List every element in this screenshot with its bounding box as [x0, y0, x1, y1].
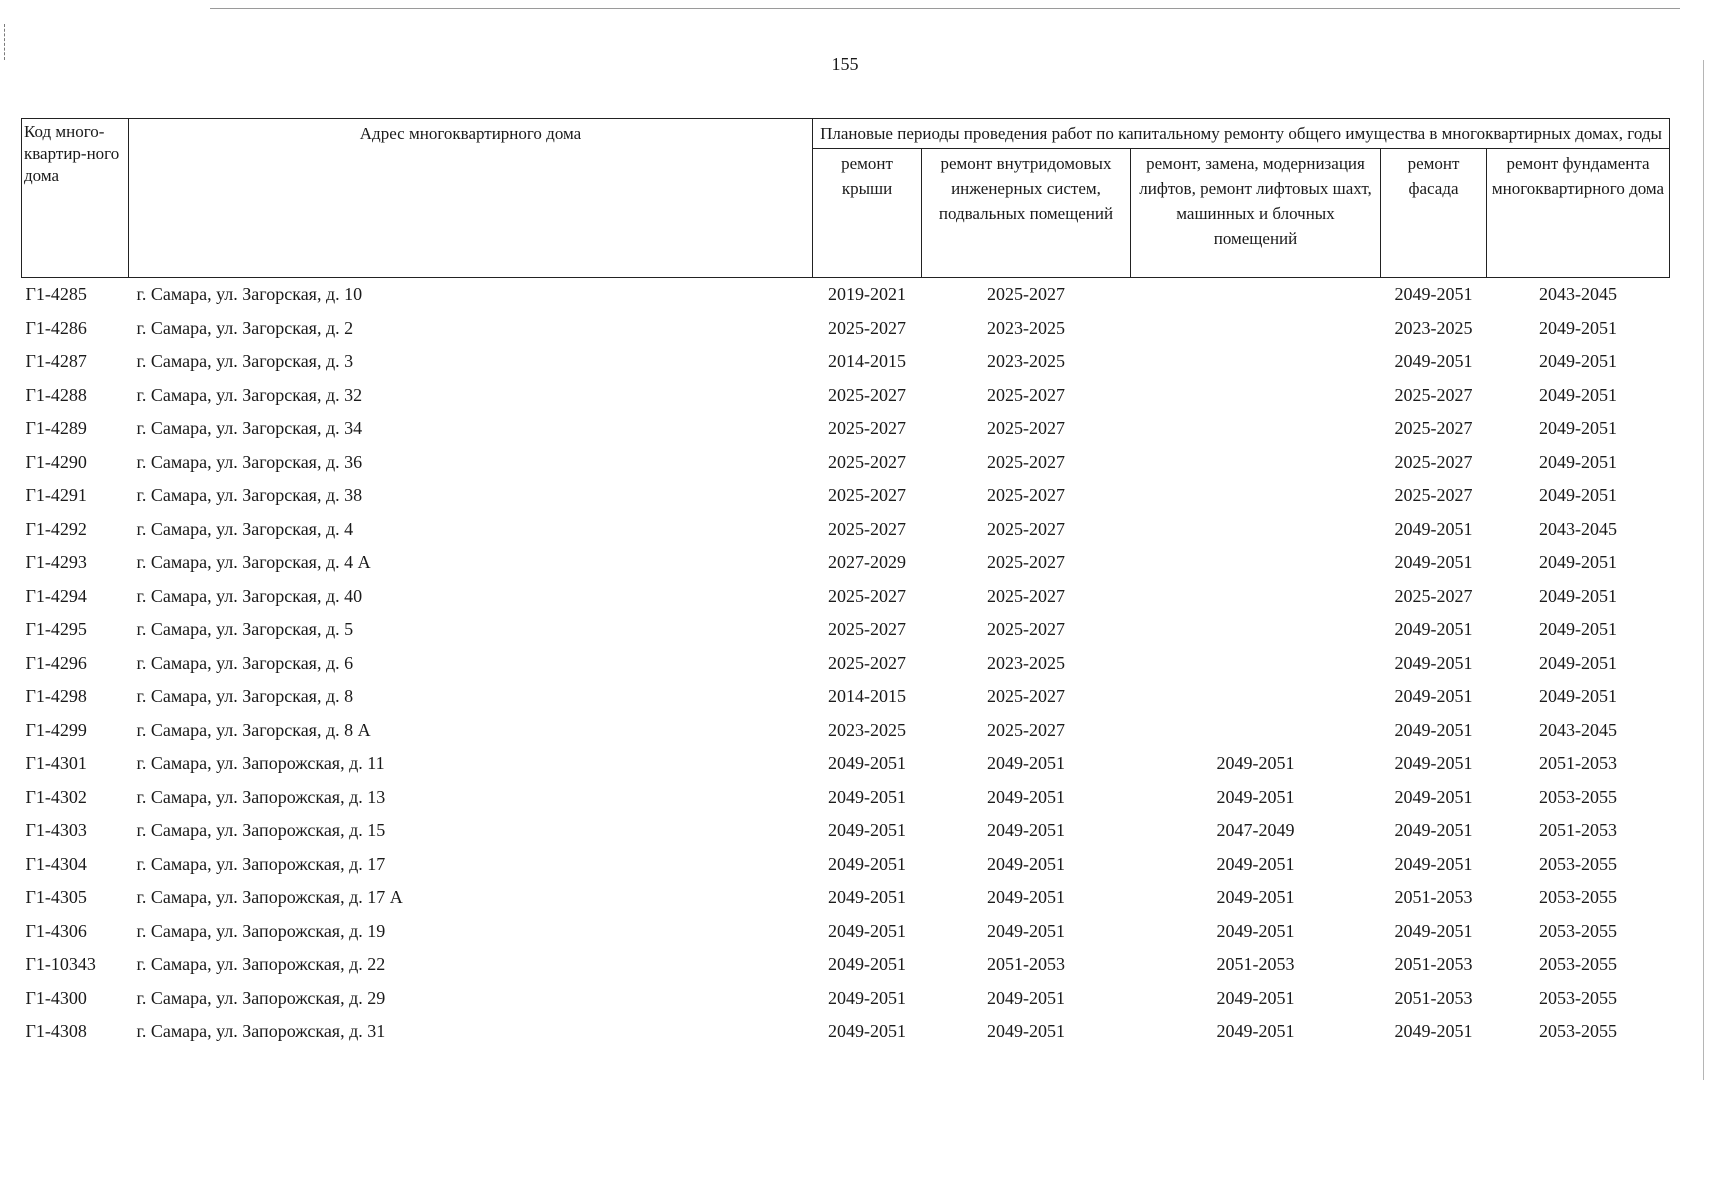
cell-foundation: 2051-2053	[1539, 820, 1617, 841]
cell-roof: 2049-2051	[828, 920, 906, 941]
cell-elevators: 2049-2051	[1216, 753, 1295, 774]
cell-facade: 2049-2051	[1394, 719, 1473, 740]
cell-elevators	[1131, 345, 1381, 379]
cell-code: Г1-10343	[25, 954, 96, 975]
cell-address: г. Самара, ул. Запорожская, д. 15	[136, 820, 386, 841]
cell-code: Г1-4306	[25, 920, 87, 941]
cell-code: Г1-4296	[25, 652, 87, 673]
cell-code: Г1-4304	[25, 853, 87, 874]
cell-facade: 2051-2053	[1394, 887, 1473, 908]
table-row	[22, 379, 1670, 413]
cell-foundation: 2049-2051	[1539, 619, 1617, 640]
cell-facade: 2049-2051	[1394, 1021, 1473, 1042]
cell-systems: 2049-2051	[987, 887, 1065, 908]
cell-facade: 2025-2027	[1394, 418, 1473, 439]
table-row	[22, 680, 1670, 714]
cell-roof: 2049-2051	[828, 786, 906, 807]
cell-code: Г1-4308	[25, 1021, 87, 1042]
cell-address: г. Самара, ул. Запорожская, д. 17 А	[136, 887, 403, 908]
cell-systems: 2049-2051	[987, 920, 1065, 941]
cell-elevators: 2049-2051	[1216, 987, 1295, 1008]
cell-foundation: 2053-2055	[1539, 987, 1617, 1008]
header-facade: ремонт фасада	[1381, 149, 1487, 278]
cell-roof: 2023-2025	[828, 719, 906, 740]
cell-foundation: 2049-2051	[1539, 451, 1617, 472]
cell-systems: 2051-2053	[987, 954, 1065, 975]
cell-roof: 2025-2027	[828, 418, 906, 439]
cell-roof: 2025-2027	[828, 317, 906, 338]
cell-facade: 2049-2051	[1394, 820, 1473, 841]
cell-systems: 2023-2025	[987, 317, 1065, 338]
cell-code: Г1-4285	[25, 284, 87, 305]
cell-address: г. Самара, ул. Запорожская, д. 19	[136, 920, 386, 941]
table-row	[22, 412, 1670, 446]
cell-foundation: 2051-2053	[1539, 753, 1617, 774]
cell-elevators	[1131, 446, 1381, 480]
cell-elevators	[1131, 546, 1381, 580]
cell-systems: 2049-2051	[987, 786, 1065, 807]
table-row	[22, 714, 1670, 748]
cell-code: Г1-4295	[25, 619, 87, 640]
cell-code: Г1-4302	[25, 786, 87, 807]
cell-facade: 2049-2051	[1394, 786, 1473, 807]
cell-address: г. Самара, ул. Запорожская, д. 29	[136, 987, 386, 1008]
cell-systems: 2049-2051	[987, 1021, 1065, 1042]
cell-foundation: 2049-2051	[1539, 652, 1617, 673]
cell-address: г. Самара, ул. Запорожская, д. 11	[136, 753, 385, 774]
cell-systems: 2025-2027	[987, 619, 1065, 640]
cell-elevators: 2051-2053	[1216, 954, 1295, 975]
cell-code: Г1-4293	[25, 552, 87, 573]
cell-roof: 2027-2029	[828, 552, 906, 573]
cell-foundation: 2049-2051	[1539, 351, 1617, 372]
cell-elevators	[1131, 278, 1381, 312]
table-row	[22, 479, 1670, 513]
cell-elevators	[1131, 312, 1381, 346]
cell-facade: 2049-2051	[1394, 552, 1473, 573]
cell-elevators: 2047-2049	[1216, 820, 1295, 841]
cell-address: г. Самара, ул. Загорская, д. 8 А	[136, 719, 371, 740]
cell-address: г. Самара, ул. Загорская, д. 4 А	[136, 552, 371, 573]
cell-elevators: 2049-2051	[1216, 853, 1295, 874]
table-row	[22, 747, 1670, 781]
cell-code: Г1-4301	[25, 753, 87, 774]
cell-address: г. Самара, ул. Запорожская, д. 17	[136, 853, 386, 874]
cell-code: Г1-4289	[25, 418, 87, 439]
cell-address: г. Самара, ул. Запорожская, д. 31	[136, 1021, 386, 1042]
header-elevators: ремонт, замена, модернизация лифтов, ремонт лифтовых шахт, машинных и блочных помещений	[1131, 149, 1381, 278]
table-row	[22, 781, 1670, 815]
table-body	[22, 278, 1670, 1049]
cell-code: Г1-4292	[25, 518, 87, 539]
cell-elevators	[1131, 714, 1381, 748]
capital-repair-table	[21, 118, 1670, 1049]
scan-edge-line-right	[1703, 60, 1704, 1080]
cell-roof: 2049-2051	[828, 954, 906, 975]
table-row	[22, 881, 1670, 915]
cell-facade: 2049-2051	[1394, 920, 1473, 941]
scan-edge-line	[210, 8, 1680, 9]
cell-systems: 2025-2027	[987, 686, 1065, 707]
cell-systems: 2025-2027	[987, 451, 1065, 472]
cell-foundation: 2049-2051	[1539, 485, 1617, 506]
table-row	[22, 446, 1670, 480]
cell-foundation: 2043-2045	[1539, 518, 1617, 539]
cell-facade: 2051-2053	[1394, 954, 1473, 975]
table-row	[22, 915, 1670, 949]
cell-roof: 2014-2015	[828, 686, 906, 707]
cell-facade: 2025-2027	[1394, 384, 1473, 405]
cell-facade: 2049-2051	[1394, 753, 1473, 774]
header-foundation: ремонт фундамента многоквартирного дома	[1487, 149, 1670, 278]
cell-elevators: 2049-2051	[1216, 920, 1295, 941]
cell-facade: 2025-2027	[1394, 585, 1473, 606]
cell-address: г. Самара, ул. Загорская, д. 2	[136, 317, 354, 338]
cell-code: Г1-4305	[25, 887, 87, 908]
cell-systems: 2025-2027	[987, 552, 1065, 573]
cell-address: г. Самара, ул. Загорская, д. 38	[136, 485, 363, 506]
cell-elevators	[1131, 580, 1381, 614]
cell-foundation: 2049-2051	[1539, 686, 1617, 707]
cell-roof: 2025-2027	[828, 451, 906, 472]
header-planned-periods: Плановые периоды проведения работ по капитальному ремонту общего имущества в многоквартирных домах, годы	[813, 119, 1670, 149]
cell-elevators	[1131, 379, 1381, 413]
cell-foundation: 2049-2051	[1539, 384, 1617, 405]
cell-roof: 2049-2051	[828, 753, 906, 774]
cell-address: г. Самара, ул. Запорожская, д. 13	[136, 786, 386, 807]
cell-systems: 2023-2025	[987, 652, 1065, 673]
cell-address: г. Самара, ул. Загорская, д. 40	[136, 585, 363, 606]
cell-systems: 2049-2051	[987, 820, 1065, 841]
cell-code: Г1-4303	[25, 820, 87, 841]
cell-systems: 2025-2027	[987, 485, 1065, 506]
cell-roof: 2049-2051	[828, 887, 906, 908]
cell-address: г. Самара, ул. Загорская, д. 8	[136, 686, 354, 707]
cell-systems: 2023-2025	[987, 351, 1065, 372]
table-row	[22, 613, 1670, 647]
cell-elevators	[1131, 479, 1381, 513]
cell-facade: 2049-2051	[1394, 686, 1473, 707]
cell-code: Г1-4290	[25, 451, 87, 472]
cell-code: Г1-4300	[25, 987, 87, 1008]
cell-code: Г1-4298	[25, 686, 87, 707]
cell-code: Г1-4287	[25, 351, 87, 372]
cell-address: г. Самара, ул. Загорская, д. 4	[136, 518, 354, 539]
cell-systems: 2025-2027	[987, 418, 1065, 439]
cell-elevators	[1131, 613, 1381, 647]
header-roof: ремонт крыши	[813, 149, 922, 278]
table-row	[22, 814, 1670, 848]
cell-address: г. Самара, ул. Загорская, д. 36	[136, 451, 363, 472]
cell-facade: 2025-2027	[1394, 451, 1473, 472]
cell-facade: 2025-2027	[1394, 485, 1473, 506]
cell-address: г. Самара, ул. Загорская, д. 34	[136, 418, 363, 439]
table-row	[22, 278, 1670, 312]
cell-roof: 2019-2021	[828, 284, 906, 305]
cell-foundation: 2053-2055	[1539, 887, 1617, 908]
cell-systems: 2049-2051	[987, 987, 1065, 1008]
cell-facade: 2049-2051	[1394, 652, 1473, 673]
cell-roof: 2025-2027	[828, 585, 906, 606]
cell-systems: 2025-2027	[987, 518, 1065, 539]
cell-roof: 2014-2015	[828, 351, 906, 372]
table-row	[22, 647, 1670, 681]
cell-foundation: 2053-2055	[1539, 920, 1617, 941]
header-systems: ремонт внутридомовых инженерных систем, подвальных помещений	[922, 149, 1131, 278]
cell-foundation: 2049-2051	[1539, 317, 1617, 338]
table-header	[22, 119, 1670, 278]
cell-roof: 2049-2051	[828, 987, 906, 1008]
cell-foundation: 2043-2045	[1539, 719, 1617, 740]
cell-code: Г1-4291	[25, 485, 87, 506]
cell-systems: 2025-2027	[987, 384, 1065, 405]
cell-systems: 2025-2027	[987, 585, 1065, 606]
table-row	[22, 513, 1670, 547]
cell-address: г. Самара, ул. Загорская, д. 32	[136, 384, 363, 405]
table-row	[22, 982, 1670, 1016]
cell-code: Г1-4286	[25, 317, 87, 338]
cell-address: г. Самара, ул. Загорская, д. 6	[136, 652, 354, 673]
cell-foundation: 2053-2055	[1539, 786, 1617, 807]
cell-elevators	[1131, 647, 1381, 681]
cell-systems: 2025-2027	[987, 284, 1065, 305]
cell-code: Г1-4288	[25, 384, 87, 405]
table-row	[22, 948, 1670, 982]
cell-facade: 2049-2051	[1394, 619, 1473, 640]
cell-foundation: 2043-2045	[1539, 284, 1617, 305]
header-address: Адрес многоквартирного дома	[129, 119, 813, 278]
cell-address: г. Самара, ул. Загорская, д. 10	[136, 284, 363, 305]
cell-roof: 2025-2027	[828, 384, 906, 405]
cell-elevators: 2049-2051	[1216, 887, 1295, 908]
cell-address: г. Самара, ул. Запорожская, д. 22	[136, 954, 386, 975]
cell-foundation: 2053-2055	[1539, 1021, 1617, 1042]
cell-foundation: 2053-2055	[1539, 954, 1617, 975]
page-number: 155	[831, 54, 859, 74]
cell-roof: 2025-2027	[828, 518, 906, 539]
cell-elevators: 2049-2051	[1216, 786, 1295, 807]
cell-foundation: 2049-2051	[1539, 552, 1617, 573]
cell-facade: 2049-2051	[1394, 518, 1473, 539]
scan-edge-mark	[4, 24, 8, 60]
cell-address: г. Самара, ул. Загорская, д. 5	[136, 619, 354, 640]
cell-code: Г1-4299	[25, 719, 87, 740]
cell-foundation: 2049-2051	[1539, 418, 1617, 439]
header-code: Код много-квартир-ного дома	[22, 119, 129, 278]
cell-elevators	[1131, 680, 1381, 714]
cell-elevators	[1131, 513, 1381, 547]
table-row	[22, 580, 1670, 614]
table-row	[22, 312, 1670, 346]
cell-facade: 2023-2025	[1394, 317, 1473, 338]
cell-facade: 2051-2053	[1394, 987, 1473, 1008]
cell-roof: 2049-2051	[828, 820, 906, 841]
cell-facade: 2049-2051	[1394, 853, 1473, 874]
table-row	[22, 345, 1670, 379]
cell-systems: 2049-2051	[987, 853, 1065, 874]
cell-facade: 2049-2051	[1394, 351, 1473, 372]
table-row	[22, 546, 1670, 580]
cell-systems: 2025-2027	[987, 719, 1065, 740]
cell-facade: 2049-2051	[1394, 284, 1473, 305]
cell-systems: 2049-2051	[987, 753, 1065, 774]
cell-elevators: 2049-2051	[1216, 1021, 1295, 1042]
cell-foundation: 2049-2051	[1539, 585, 1617, 606]
table-row	[22, 1015, 1670, 1049]
cell-code: Г1-4294	[25, 585, 87, 606]
cell-roof: 2025-2027	[828, 652, 906, 673]
cell-roof: 2025-2027	[828, 619, 906, 640]
cell-foundation: 2053-2055	[1539, 853, 1617, 874]
cell-roof: 2025-2027	[828, 485, 906, 506]
table-row	[22, 848, 1670, 882]
cell-roof: 2049-2051	[828, 853, 906, 874]
cell-roof: 2049-2051	[828, 1021, 906, 1042]
cell-elevators	[1131, 412, 1381, 446]
cell-address: г. Самара, ул. Загорская, д. 3	[136, 351, 354, 372]
